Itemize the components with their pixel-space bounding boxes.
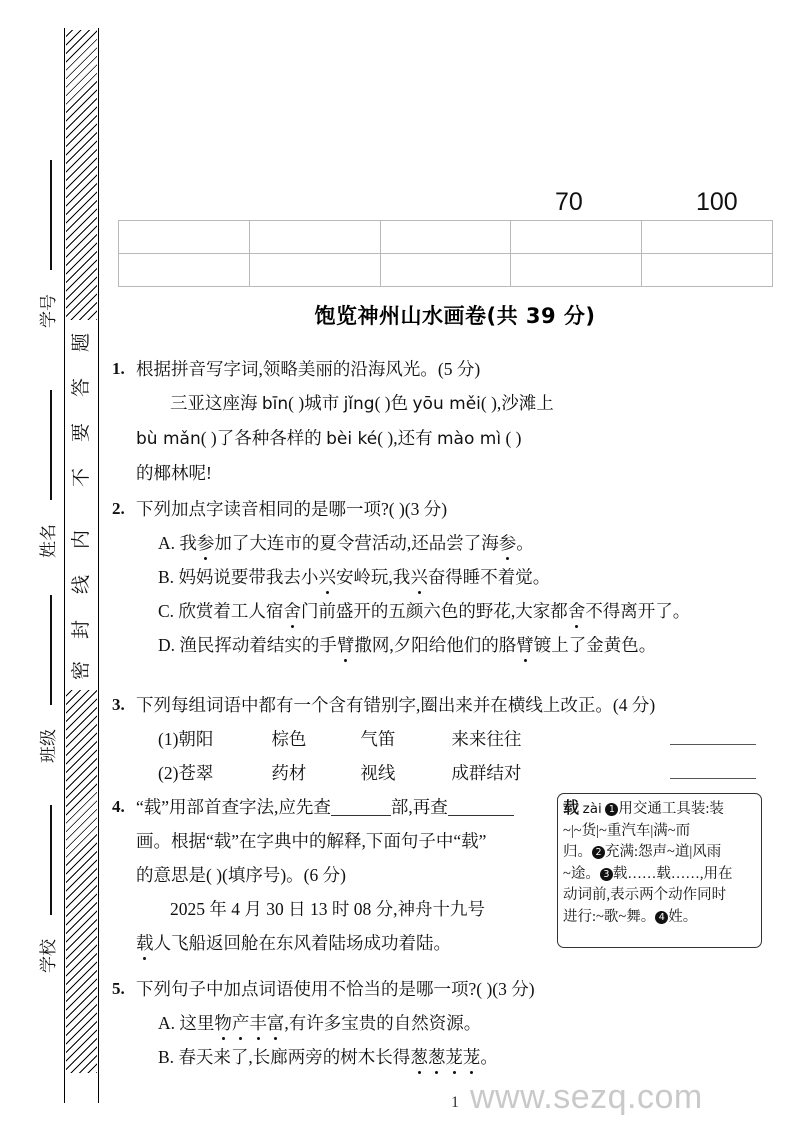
score-table[interactable]: [118, 220, 773, 287]
question-5-stem-text[interactable]: 下列句子中加点词语使用不恰当的是哪一项?( )(3 分): [136, 979, 535, 999]
option-label: A.: [158, 1013, 176, 1033]
question-4-stem-line-2: 画。根据“载”在字典中的解释,下面句子中“载”: [136, 831, 487, 851]
score-cell[interactable]: [249, 221, 380, 254]
option-label: B.: [158, 1047, 175, 1067]
q1-l1-a: 三亚这座海: [170, 393, 262, 413]
seal-hatch-top: [66, 30, 97, 320]
question-5-number: 5.: [112, 979, 125, 998]
dict-line-1: 载 zài 1 用交通工具装:装: [563, 800, 724, 817]
question-5-option-a[interactable]: [110, 1006, 800, 1040]
question-4-number: 4.: [112, 797, 125, 816]
dict-line-2: ~|~货|~重汽车|满~而: [563, 822, 691, 839]
q4-l1-a: “载”用部首查字法,应先查: [136, 797, 331, 817]
field-rule-name: [50, 390, 52, 500]
group-label: (1): [158, 729, 179, 749]
question-1: [110, 352, 800, 490]
q1-pinyin-jing: jǐng: [343, 394, 375, 414]
question-1-number: 1.: [112, 359, 125, 378]
group-word[interactable]: 来来往往: [451, 729, 522, 749]
q1-pinyin-buman: bù mǎn: [136, 429, 201, 449]
question-1-body-line-1: [110, 386, 800, 421]
seal-inner-rule: [64, 28, 65, 1103]
question-4-quote-line-1: 2025 年 4 月 30 日 13 时 08 分,神舟十九号: [170, 899, 485, 919]
group-word[interactable]: 气笛: [360, 729, 396, 749]
content-column: [110, 0, 800, 1131]
option-text: 这里物产丰富,有许多宝贵的自然资源。: [179, 1013, 482, 1033]
q1-pinyin-bin: bīn: [261, 394, 289, 414]
field-label-school: 学校: [39, 939, 58, 973]
dict-sense-number-4: 4: [655, 911, 668, 924]
dict-headword: 载: [563, 800, 580, 817]
seal-char-1: 答: [71, 378, 92, 398]
seal-char-2: 要: [71, 423, 92, 443]
q1-l2-a[interactable]: ( )了各种各样的: [200, 428, 327, 448]
q1-l2-b[interactable]: ( ),还有: [377, 428, 437, 448]
q1-l1-b[interactable]: ( )城市: [288, 393, 344, 413]
option-text: 春天来了,长廊两旁的树木长得葱葱茏茏。: [178, 1047, 498, 1067]
group-word[interactable]: 朝阳: [178, 729, 214, 749]
group-label: (2): [158, 763, 179, 783]
field-rule-class: [50, 595, 52, 705]
table-row[interactable]: [119, 254, 773, 287]
q1-l1-d[interactable]: ( ),沙滩上: [480, 393, 554, 413]
field-rule-school: [50, 805, 52, 915]
score-label-100: 100: [696, 188, 738, 216]
option-text: 渔民挥动着结实的手臂撒网,夕阳给他们的胳臂镀上了金黄色。: [179, 635, 657, 655]
question-4-blank-radical[interactable]: [331, 815, 391, 816]
option-text: 欣赏着工人宿舍门前盛开的五颜六色的野花,大家都舍不得离开了。: [178, 601, 691, 621]
question-2-stem-text[interactable]: 下列加点字读音相同的是哪一项?( )(3 分): [136, 499, 448, 519]
dict-sense-number-3: 3: [600, 868, 613, 881]
seal-char-6: 封: [71, 620, 92, 640]
score-label-70: 70: [555, 188, 583, 216]
dict-sense-number-1: 1: [605, 803, 618, 816]
q1-l1-c[interactable]: ( )色: [374, 393, 413, 413]
question-4-blank-strokes[interactable]: [448, 815, 514, 816]
question-3-answer-line-2[interactable]: [670, 778, 756, 779]
seal-char-7: 密: [71, 661, 92, 681]
field-rule-student-number: [50, 160, 52, 270]
seal-char-0: 题: [71, 333, 92, 353]
question-5-stem: [110, 972, 800, 1006]
question-1-stem: [110, 352, 800, 386]
group-word[interactable]: 棕色: [271, 729, 307, 749]
field-label-class: 班级: [39, 729, 58, 763]
question-3-stem-text: 下列每组词语中都有一个含有错别字,圈出来并在横线上改正。(4 分): [136, 695, 656, 715]
question-2-option-b[interactable]: [110, 560, 800, 594]
table-row[interactable]: [119, 221, 773, 254]
q1-pinyin-beike: bèi ké: [326, 429, 378, 449]
option-text: 我参加了大连市的夏令营活动,还品尝了海参。: [179, 533, 534, 553]
question-4-stem-line-3[interactable]: 的意思是( )(填序号)。(6 分): [136, 865, 346, 885]
group-word[interactable]: 苍翠: [178, 763, 214, 783]
q1-pinyin-youmei: yōu měi: [412, 394, 481, 414]
question-3-number: 3.: [112, 695, 125, 714]
watermark: www.sezq.com: [470, 1078, 703, 1116]
dict-sense-number-2: 2: [592, 846, 605, 859]
dict-line-4: ~途。 3 载……载……,用在: [563, 865, 733, 882]
question-2-option-d[interactable]: [110, 628, 800, 662]
question-1-body-line-2: [110, 421, 800, 456]
score-cell[interactable]: [249, 254, 380, 287]
score-cell[interactable]: [642, 254, 773, 287]
group-word[interactable]: 药材: [271, 763, 307, 783]
question-3-stem: [110, 688, 800, 722]
question-3-answer-line-1[interactable]: [670, 744, 756, 745]
question-3: [110, 688, 800, 790]
score-cell[interactable]: [380, 254, 511, 287]
q4-l1-b: 部,再查: [390, 797, 448, 817]
score-cell[interactable]: [511, 221, 642, 254]
question-4-quote-line-2: 载人飞船返回舱在东风着陆场成功着陆。: [136, 933, 451, 953]
question-3-group-1: [110, 722, 800, 756]
page-title: 饱览神州山水画卷(共 39 分): [314, 304, 596, 328]
seal-char-4: 内: [71, 530, 92, 550]
question-2-number: 2.: [112, 499, 125, 518]
score-cell[interactable]: [642, 221, 773, 254]
question-2-option-c[interactable]: [110, 594, 800, 628]
question-5-option-b[interactable]: [110, 1040, 800, 1074]
score-cell[interactable]: [119, 221, 250, 254]
score-cell[interactable]: [119, 254, 250, 287]
dictionary-entry-box: [557, 793, 762, 948]
group-word[interactable]: 视线: [360, 763, 396, 783]
field-label-name: 姓名: [39, 524, 58, 558]
option-label: B.: [158, 567, 175, 587]
question-2: [110, 492, 800, 662]
q1-pinyin-maomi: mào mì: [437, 429, 502, 449]
dict-line-5: 动词前,表示两个动作同时: [563, 887, 727, 903]
seal-char-5: 线: [71, 575, 92, 595]
dict-line-6: 进行:~歌~舞。 4 姓。: [563, 908, 698, 925]
seal-hatch-bottom: [66, 690, 97, 1073]
option-label: A.: [158, 533, 176, 553]
dict-pinyin: zài: [582, 801, 602, 817]
seal-char-3: 不: [71, 468, 92, 488]
seal-margin: [0, 0, 110, 1131]
page-number: 1: [451, 1094, 459, 1111]
option-label: D.: [158, 635, 176, 655]
option-label: C.: [158, 601, 175, 621]
option-text: 妈妈说要带我去小兴安岭玩,我兴奋得睡不着觉。: [178, 567, 551, 587]
field-label-student-number: 学号: [39, 294, 58, 328]
question-1-body-line-3: 的椰林呢!: [136, 463, 212, 483]
score-cell[interactable]: [511, 254, 642, 287]
question-2-stem: [110, 492, 800, 526]
group-word[interactable]: 成群结对: [451, 763, 522, 783]
dict-line-3: 归。 2 充满:怨声~道|风雨: [563, 844, 722, 860]
score-cell[interactable]: [380, 221, 511, 254]
question-1-stem-text: 根据拼音写字词,领略美丽的沿海风光。(5 分): [136, 359, 481, 379]
question-2-option-a[interactable]: [110, 526, 800, 560]
seal-outer-rule: [98, 28, 99, 1103]
q1-l2-c[interactable]: ( ): [501, 428, 522, 448]
question-5: [110, 972, 800, 1074]
question-3-group-2: [110, 756, 800, 790]
